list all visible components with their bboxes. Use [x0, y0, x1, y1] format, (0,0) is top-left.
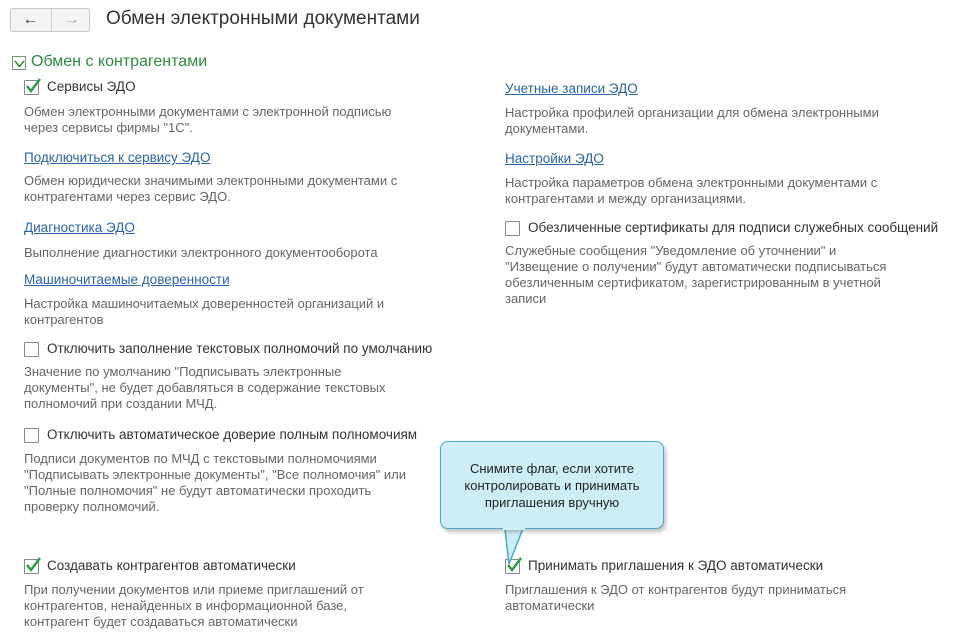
desc-line: Служебные сообщения "Уведомление об уточнении" и [505, 243, 837, 258]
desc-line: Настройка профилей организации для обмена электронными [505, 105, 879, 120]
desc-line: обезличенным сертификатом, зарегистрированным в учетной [505, 275, 881, 290]
back-arrow-icon[interactable]: ← [22, 11, 39, 28]
checkbox-disable-full-trust[interactable] [24, 428, 39, 443]
auto-counterparties-desc [24, 582, 364, 630]
callout-line: Снимите флаг, если хотите [469, 460, 635, 476]
desc-line: Настройка параметров обмена электронными документами с [505, 175, 878, 190]
checkbox-impersonal-certs[interactable] [505, 221, 520, 236]
desc-line: контрагентами и между организациями. [505, 191, 746, 206]
checkbox-auto-counterparties[interactable] [24, 559, 39, 574]
forward-arrow-icon[interactable]: → [51, 9, 91, 31]
auto-counterparties-label[interactable]: Создавать контрагентов автоматически [47, 558, 296, 573]
desc-line: Обмен юридически значимыми электронными документами с [24, 173, 398, 188]
diagnostics-desc [24, 245, 378, 261]
navigation-buttons [10, 8, 90, 32]
desc-line: Выполнение диагностики электронного документооборота [24, 245, 378, 260]
disable-text-powers-label[interactable]: Отключить заполнение текстовых полномочий по умолчанию [47, 341, 433, 356]
disable-full-trust-desc [24, 451, 406, 515]
callout-line: контролировать и принимать [464, 477, 640, 493]
desc-line: контрагентов [24, 312, 104, 327]
disable-text-powers-desc [24, 364, 386, 412]
desc-line: Приглашения к ЭДО от контрагентов будут приниматься [505, 582, 847, 597]
desc-line: контрагентов, ненайденных в информационной базе, [24, 598, 347, 613]
desc-line: документами. [505, 121, 589, 136]
checkmark-icon [24, 77, 42, 95]
edo-services-desc [24, 104, 391, 136]
edo-services-label[interactable]: Сервисы ЭДО [47, 79, 136, 94]
callout-line: приглашения вручную [484, 494, 620, 510]
auto-invites-label[interactable]: Принимать приглашения к ЭДО автоматически [528, 558, 824, 573]
hint-callout [440, 441, 664, 529]
desc-line: записи [505, 291, 547, 306]
edo-accounts-desc [505, 105, 879, 137]
auto-invites-desc [505, 582, 846, 614]
desc-line: через сервисы фирмы "1С". [24, 120, 193, 135]
connect-edo-link[interactable]: Подключиться к сервису ЭДО [24, 150, 211, 165]
impersonal-certs-label[interactable]: Обезличенные сертификаты для подписи служебных сообщений [528, 220, 939, 235]
mchd-link[interactable]: Машиночитаемые доверенности [24, 272, 230, 287]
checkbox-disable-text-powers[interactable] [24, 342, 39, 357]
desc-line: Значение по умолчанию "Подписывать электронные [24, 364, 342, 379]
edo-settings-desc [505, 175, 877, 207]
desc-line: автоматически [505, 598, 595, 613]
connect-edo-desc [24, 173, 397, 205]
edo-settings-link[interactable]: Настройки ЭДО [505, 151, 604, 166]
desc-line: Настройка машиночитаемых доверенностей организаций и [24, 296, 385, 311]
impersonal-certs-desc [505, 243, 886, 307]
page-title: Обмен электронными документами [106, 8, 420, 29]
desc-line: Обмен электронными документами с электронной подписью [24, 104, 392, 119]
callout-pointer-joint [503, 527, 525, 530]
desc-line: "Подписывать электронные документы", "Все полномочия" или [24, 467, 407, 482]
edo-accounts-link[interactable]: Учетные записи ЭДО [505, 81, 638, 96]
mchd-desc [24, 296, 384, 328]
desc-line: "Извещение о получении" будут автоматически подписываться [505, 259, 887, 274]
desc-line: Подписи документов по МЧД с текстовыми полномочиями [24, 451, 377, 466]
group-collapse-icon[interactable] [12, 56, 26, 70]
disable-full-trust-label[interactable]: Отключить автоматическое доверие полным полномочиям [47, 427, 418, 442]
desc-line: При получении документов или приеме приглашений от [24, 582, 364, 597]
diagnostics-link[interactable]: Диагностика ЭДО [24, 220, 135, 235]
desc-line: проверку полномочий. [24, 499, 160, 514]
desc-line: документы", не будет добавляться в содержание текстовых [24, 380, 386, 395]
desc-line: контрагент будет создаваться автоматически [24, 614, 298, 629]
checkbox-edo-services[interactable] [24, 80, 39, 95]
desc-line: полномочий при создании МЧД. [24, 396, 218, 411]
group-title[interactable]: Обмен с контрагентами [31, 53, 208, 70]
desc-line: контрагентами через сервис ЭДО. [24, 189, 231, 204]
checkmark-icon [24, 556, 42, 574]
desc-line: "Полные полномочия" не будут автоматически проходить [24, 483, 372, 498]
